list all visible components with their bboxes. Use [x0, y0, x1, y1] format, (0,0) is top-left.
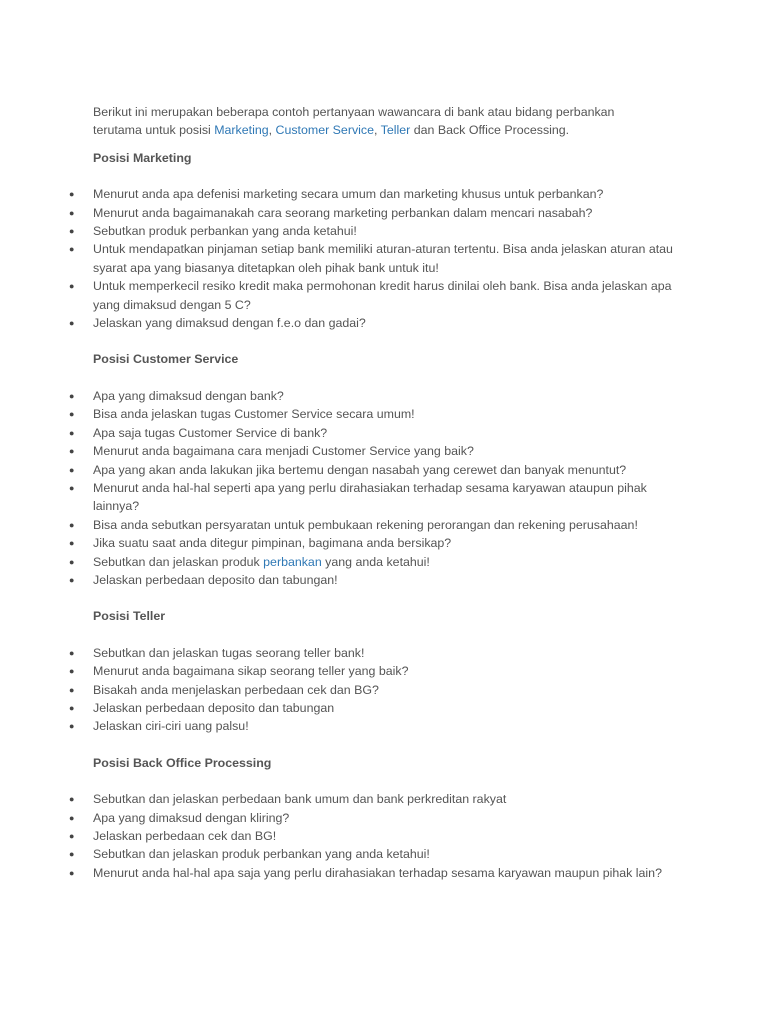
intro-paragraph: [93, 103, 678, 140]
bullet-icon: ●: [69, 446, 75, 457]
list-item: [69, 405, 678, 423]
list-item: [69, 424, 678, 442]
intro-line-2-suffix: dan Back Office Processing.: [410, 123, 570, 138]
list-item: [69, 185, 678, 203]
bullet-icon: ●: [69, 482, 75, 493]
question-text: Menurut anda bagaimana sikap seorang teller yang baik?: [93, 664, 409, 679]
intro-line-1: Berikut ini merupakan beberapa contoh pertanyaan wawancara di bank atau bidang perbankan: [93, 105, 615, 119]
bullet-icon: ●: [69, 427, 75, 438]
question-text: Sebutkan dan jelaskan produk: [93, 554, 264, 569]
list-item: [69, 809, 678, 827]
bullet-icon: ●: [69, 244, 75, 255]
bullet-icon: ●: [69, 189, 75, 200]
list-item: [69, 387, 678, 405]
bullet-icon: ●: [69, 812, 75, 823]
list-item: [69, 699, 678, 717]
bullet-icon: ●: [69, 409, 75, 420]
list-item: [69, 277, 678, 314]
question-text: Jelaskan perbedaan deposito dan tabungan!: [93, 572, 338, 587]
section-posisi-teller: [69, 607, 678, 735]
bullet-icon: ●: [69, 721, 75, 732]
link-perbankan[interactable]: perbankan: [263, 554, 322, 569]
link-teller[interactable]: Teller: [380, 123, 411, 138]
section-posisi-back-office-processing: [69, 754, 678, 882]
question-text: Bisa anda sebutkan persyaratan untuk pembukaan rekening perorangan dan rekening perusahaan!: [93, 517, 638, 532]
bullet-icon: ●: [69, 519, 75, 530]
question-text: Jelaskan ciri-ciri uang palsu!: [93, 719, 249, 734]
bullet-icon: ●: [69, 464, 75, 475]
question-text: Sebutkan dan jelaskan perbedaan bank umum dan bank perkreditan rakyat: [93, 792, 507, 807]
link-customer-service[interactable]: Customer Service: [275, 123, 374, 138]
bullet-icon: ●: [69, 702, 75, 713]
question-sections: [69, 149, 678, 882]
list-item: [69, 827, 678, 845]
bullet-icon: ●: [69, 538, 75, 549]
bullet-icon: ●: [69, 390, 75, 401]
question-text: Bisakah anda menjelaskan perbedaan cek dan BG?: [93, 682, 379, 697]
bullet-icon: ●: [69, 226, 75, 237]
question-text: Sebutkan dan jelaskan tugas seorang teller bank!: [93, 645, 365, 660]
section-heading: Posisi Customer Service: [93, 352, 239, 367]
bullet-icon: ●: [69, 647, 75, 658]
bullet-icon: ●: [69, 794, 75, 805]
list-item: [69, 553, 678, 571]
list-item: [69, 240, 678, 277]
list-item: [69, 790, 678, 808]
bullet-icon: ●: [69, 207, 75, 218]
question-text: Untuk memperkecil resiko kredit maka permohonan kredit harus dinilai oleh bank. Bisa anda jelaskan apa yang dimaksud dengan 5 C?: [93, 279, 672, 312]
bullet-icon: ●: [69, 281, 75, 292]
question-text: Bisa anda jelaskan tugas Customer Service secara umum!: [93, 407, 415, 422]
question-list: [69, 185, 678, 332]
section-posisi-marketing: [69, 149, 678, 333]
question-text: Jelaskan perbedaan cek dan BG!: [93, 829, 277, 843]
list-item: [69, 717, 678, 735]
question-text: Apa yang akan anda lakukan jika bertemu dengan nasabah yang cerewet dan banyak menuntut?: [93, 462, 627, 477]
intro-separator: ,: [373, 123, 381, 138]
list-item: [69, 681, 678, 699]
section-posisi-customer-service: [69, 350, 678, 589]
list-item: [69, 864, 678, 882]
list-item: [69, 479, 678, 516]
question-list: [69, 387, 678, 589]
question-text: Sebutkan produk perbankan yang anda ketahui!: [93, 224, 357, 239]
bullet-icon: ●: [69, 556, 75, 567]
bullet-icon: ●: [69, 666, 75, 677]
question-text: Menurut anda bagaimanakah cara seorang marketing perbankan dalam mencari nasabah?: [93, 205, 593, 220]
intro-line-2-prefix: terutama untuk posisi: [93, 123, 215, 138]
question-text: Menurut anda hal-hal seperti apa yang perlu dirahasiakan terhadap sesama karyawan ataupun pihak lainnya?: [93, 480, 647, 514]
document-body: [69, 103, 678, 882]
list-item: [69, 204, 678, 222]
bullet-icon: ●: [69, 867, 75, 878]
section-heading: Posisi Back Office Processing: [93, 755, 272, 770]
list-item: [69, 662, 678, 680]
question-text: Apa yang dimaksud dengan bank?: [93, 388, 284, 403]
question-text: Jelaskan yang dimaksud dengan f.e.o dan gadai?: [93, 316, 366, 331]
list-item: [69, 314, 678, 332]
question-text: Menurut anda hal-hal apa saja yang perlu dirahasiakan terhadap sesama karyawan maupun pihak lain?: [93, 865, 662, 880]
question-text: Menurut anda bagaimana cara menjadi Customer Service yang baik?: [93, 444, 474, 459]
list-item: [69, 845, 678, 863]
question-list: [69, 644, 678, 736]
bullet-icon: ●: [69, 684, 75, 695]
list-item: [69, 516, 678, 534]
question-list: [69, 790, 678, 882]
question-text: Menurut anda apa defenisi marketing secara umum dan marketing khusus untuk perbankan?: [93, 187, 604, 202]
list-item: [69, 222, 678, 240]
list-item: [69, 644, 678, 662]
section-heading: Posisi Marketing: [93, 150, 192, 165]
list-item: [69, 571, 678, 589]
question-text: Apa saja tugas Customer Service di bank?: [93, 425, 328, 440]
list-item: [69, 442, 678, 460]
question-text: yang anda ketahui!: [321, 554, 430, 569]
bullet-icon: ●: [69, 574, 75, 585]
section-heading: Posisi Teller: [93, 609, 166, 624]
question-text: Jika suatu saat anda ditegur pimpinan, bagimana anda bersikap?: [93, 536, 452, 551]
list-item: [69, 461, 678, 479]
question-text: Sebutkan dan jelaskan produk perbankan yang anda ketahui!: [93, 847, 430, 862]
question-text: Jelaskan perbedaan deposito dan tabungan: [93, 700, 335, 715]
bullet-icon: ●: [69, 831, 75, 841]
intro-separator: ,: [268, 123, 276, 138]
bullet-icon: ●: [69, 318, 75, 329]
bullet-icon: ●: [69, 849, 75, 860]
list-item: [69, 534, 678, 552]
question-text: Untuk mendapatkan pinjaman setiap bank memiliki aturan-aturan tertentu. Bisa anda jelaskan aturan atau syarat apa yang biasanya ditetapkan oleh pihak bank untuk itu!: [93, 242, 673, 275]
link-marketing[interactable]: Marketing: [214, 123, 269, 138]
question-text: Apa yang dimaksud dengan kliring?: [93, 810, 290, 825]
